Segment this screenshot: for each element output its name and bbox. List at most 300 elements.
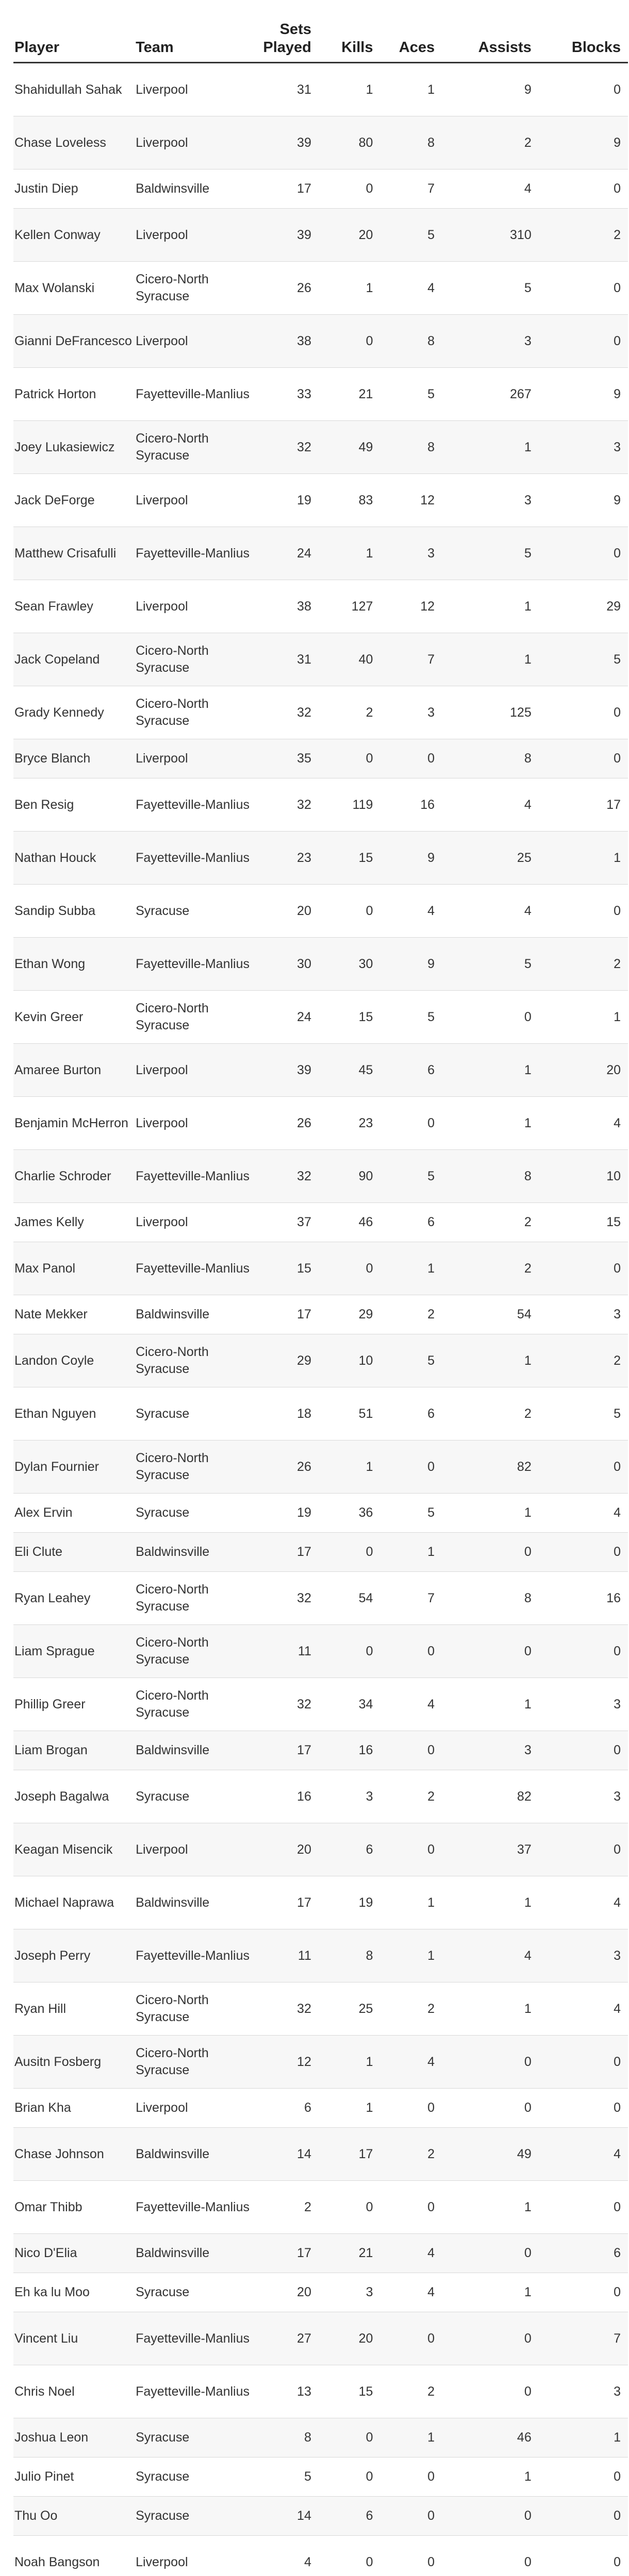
sets-played-cell: 17 <box>257 1731 319 1770</box>
team-cell: Syracuse <box>135 2497 257 2536</box>
assists-cell: 1 <box>442 580 539 633</box>
aces-cell: 2 <box>380 1770 442 1823</box>
kills-cell: 20 <box>319 2312 380 2365</box>
blocks-cell: 0 <box>539 63 628 116</box>
sets-played-cell: 12 <box>257 2036 319 2089</box>
assists-cell: 0 <box>442 991 539 1044</box>
table-body <box>13 63 628 2576</box>
blocks-cell: 2 <box>539 209 628 262</box>
blocks-cell: 15 <box>539 1203 628 1242</box>
table-row <box>13 1097 628 1150</box>
column-header-aces[interactable]: Aces <box>380 21 442 63</box>
team-cell: Cicero-North Syracuse <box>135 1625 257 1678</box>
kills-cell: 34 <box>319 1678 380 1731</box>
sets-played-cell: 2 <box>257 2181 319 2234</box>
assists-cell: 3 <box>442 474 539 527</box>
player-name-cell: Landon Coyle <box>13 1334 135 1387</box>
assists-cell: 0 <box>442 2365 539 2418</box>
team-cell: Syracuse <box>135 2273 257 2312</box>
team-cell: Fayetteville-Manlius <box>135 1929 257 1982</box>
kills-cell: 1 <box>319 1440 380 1494</box>
aces-cell: 2 <box>380 2365 442 2418</box>
blocks-cell: 0 <box>539 2497 628 2536</box>
sets-played-cell: 16 <box>257 1770 319 1823</box>
team-cell: Cicero-North Syracuse <box>135 1982 257 2036</box>
sets-played-cell: 39 <box>257 116 319 170</box>
aces-cell: 0 <box>380 1625 442 1678</box>
sets-played-cell: 37 <box>257 1203 319 1242</box>
sets-played-cell: 24 <box>257 991 319 1044</box>
aces-cell: 0 <box>380 2181 442 2234</box>
assists-cell: 0 <box>442 2036 539 2089</box>
table-row <box>13 368 628 421</box>
table-row <box>13 1625 628 1678</box>
blocks-cell: 0 <box>539 1823 628 1876</box>
player-name-cell: Ben Resig <box>13 778 135 832</box>
table-row <box>13 1678 628 1731</box>
player-name-cell: Max Panol <box>13 1242 135 1295</box>
player-name-cell: Kevin Greer <box>13 991 135 1044</box>
blocks-cell: 0 <box>539 1242 628 1295</box>
sets-played-cell: 32 <box>257 1678 319 1731</box>
table-row <box>13 474 628 527</box>
sets-played-cell: 24 <box>257 527 319 580</box>
player-name-cell: Nate Mekker <box>13 1295 135 1334</box>
sets-played-cell: 20 <box>257 885 319 938</box>
sets-played-cell: 17 <box>257 170 319 209</box>
sets-played-cell: 5 <box>257 2458 319 2497</box>
player-name-cell: Ethan Nguyen <box>13 1387 135 1440</box>
sets-played-cell: 18 <box>257 1387 319 1440</box>
aces-cell: 12 <box>380 580 442 633</box>
kills-cell: 23 <box>319 1097 380 1150</box>
assists-cell: 0 <box>442 2536 539 2576</box>
table-row <box>13 262 628 315</box>
assists-cell: 1 <box>442 1097 539 1150</box>
kills-cell: 17 <box>319 2128 380 2181</box>
aces-cell: 0 <box>380 1731 442 1770</box>
kills-cell: 1 <box>319 63 380 116</box>
table-row <box>13 1929 628 1982</box>
table-row <box>13 1982 628 2036</box>
kills-cell: 25 <box>319 1982 380 2036</box>
blocks-cell: 6 <box>539 2234 628 2273</box>
player-name-cell: Eh ka lu Moo <box>13 2273 135 2312</box>
table-row <box>13 778 628 832</box>
team-cell: Cicero-North Syracuse <box>135 991 257 1044</box>
assists-cell: 0 <box>442 2312 539 2365</box>
assists-cell: 8 <box>442 739 539 778</box>
aces-cell: 9 <box>380 832 442 885</box>
assists-cell: 5 <box>442 938 539 991</box>
blocks-cell: 5 <box>539 1387 628 1440</box>
blocks-cell: 0 <box>539 170 628 209</box>
column-header-team[interactable]: Team <box>135 21 257 63</box>
table-row <box>13 2181 628 2234</box>
table-row <box>13 315 628 368</box>
assists-cell: 0 <box>442 2089 539 2128</box>
table-row <box>13 1150 628 1203</box>
kills-cell: 119 <box>319 778 380 832</box>
aces-cell: 5 <box>380 209 442 262</box>
sets-played-cell: 11 <box>257 1929 319 1982</box>
team-cell: Fayetteville-Manlius <box>135 1242 257 1295</box>
assists-cell: 4 <box>442 885 539 938</box>
player-name-cell: Eli Clute <box>13 1533 135 1572</box>
aces-cell: 5 <box>380 991 442 1044</box>
assists-cell: 1 <box>442 1044 539 1097</box>
column-header-blocks[interactable]: Blocks <box>539 21 628 63</box>
blocks-cell: 1 <box>539 832 628 885</box>
table-row <box>13 633 628 686</box>
sets-played-cell: 14 <box>257 2128 319 2181</box>
player-name-cell: Max Wolanski <box>13 262 135 315</box>
player-name-cell: Ausitn Fosberg <box>13 2036 135 2089</box>
team-cell: Liverpool <box>135 2089 257 2128</box>
player-name-cell: Phillip Greer <box>13 1678 135 1731</box>
aces-cell: 5 <box>380 368 442 421</box>
player-name-cell: Jack Copeland <box>13 633 135 686</box>
blocks-cell: 0 <box>539 2036 628 2089</box>
aces-cell: 0 <box>380 2089 442 2128</box>
aces-cell: 2 <box>380 2128 442 2181</box>
assists-cell: 1 <box>442 1982 539 2036</box>
sets-played-cell: 32 <box>257 1150 319 1203</box>
team-cell: Syracuse <box>135 1494 257 1533</box>
sets-played-cell: 14 <box>257 2497 319 2536</box>
kills-cell: 21 <box>319 368 380 421</box>
kills-cell: 0 <box>319 1533 380 1572</box>
player-name-cell: Gianni DeFrancesco <box>13 315 135 368</box>
sets-played-cell: 4 <box>257 2536 319 2576</box>
aces-cell: 0 <box>380 2458 442 2497</box>
team-cell: Baldwinsville <box>135 1295 257 1334</box>
blocks-cell: 0 <box>539 686 628 739</box>
table-row <box>13 1494 628 1533</box>
sets-played-cell: 31 <box>257 63 319 116</box>
blocks-cell: 3 <box>539 1770 628 1823</box>
blocks-cell: 2 <box>539 1334 628 1387</box>
kills-cell: 0 <box>319 170 380 209</box>
aces-cell: 8 <box>380 315 442 368</box>
assists-cell: 3 <box>442 315 539 368</box>
aces-cell: 9 <box>380 938 442 991</box>
player-name-cell: Keagan Misencik <box>13 1823 135 1876</box>
team-cell: Liverpool <box>135 580 257 633</box>
assists-cell: 267 <box>442 368 539 421</box>
team-cell: Fayetteville-Manlius <box>135 2365 257 2418</box>
aces-cell: 4 <box>380 2273 442 2312</box>
blocks-cell: 17 <box>539 778 628 832</box>
assists-cell: 49 <box>442 2128 539 2181</box>
team-cell: Fayetteville-Manlius <box>135 2312 257 2365</box>
blocks-cell: 3 <box>539 421 628 474</box>
assists-cell: 46 <box>442 2418 539 2458</box>
table-row <box>13 2273 628 2312</box>
kills-cell: 0 <box>319 2536 380 2576</box>
kills-cell: 0 <box>319 1242 380 1295</box>
assists-cell: 2 <box>442 1203 539 1242</box>
sets-played-cell: 6 <box>257 2089 319 2128</box>
table-row <box>13 1440 628 1494</box>
assists-cell: 1 <box>442 1494 539 1533</box>
team-cell: Fayetteville-Manlius <box>135 1150 257 1203</box>
blocks-cell: 0 <box>539 885 628 938</box>
team-cell: Cicero-North Syracuse <box>135 1334 257 1387</box>
kills-cell: 0 <box>319 1625 380 1678</box>
sets-played-cell: 39 <box>257 1044 319 1097</box>
blocks-cell: 3 <box>539 1295 628 1334</box>
team-cell: Syracuse <box>135 1770 257 1823</box>
sets-played-cell: 26 <box>257 1097 319 1150</box>
player-name-cell: James Kelly <box>13 1203 135 1242</box>
player-name-cell: Joseph Perry <box>13 1929 135 1982</box>
sets-played-cell: 19 <box>257 1494 319 1533</box>
team-cell: Fayetteville-Manlius <box>135 527 257 580</box>
aces-cell: 7 <box>380 170 442 209</box>
kills-cell: 36 <box>319 1494 380 1533</box>
team-cell: Baldwinsville <box>135 1731 257 1770</box>
blocks-cell: 4 <box>539 1494 628 1533</box>
table-row <box>13 1823 628 1876</box>
aces-cell: 5 <box>380 1334 442 1387</box>
player-name-cell: Charlie Schroder <box>13 1150 135 1203</box>
column-header-kills[interactable]: Kills <box>319 21 380 63</box>
kills-cell: 20 <box>319 209 380 262</box>
sets-played-cell: 17 <box>257 1295 319 1334</box>
blocks-cell: 16 <box>539 1572 628 1625</box>
team-cell: Fayetteville-Manlius <box>135 938 257 991</box>
player-name-cell: Amaree Burton <box>13 1044 135 1097</box>
table-row <box>13 63 628 116</box>
team-cell: Syracuse <box>135 885 257 938</box>
table-row <box>13 1334 628 1387</box>
blocks-cell: 3 <box>539 2365 628 2418</box>
player-name-cell: Liam Brogan <box>13 1731 135 1770</box>
column-header-player[interactable]: Player <box>13 21 135 63</box>
team-cell: Baldwinsville <box>135 2234 257 2273</box>
team-cell: Cicero-North Syracuse <box>135 686 257 739</box>
header-row <box>13 21 628 63</box>
table-row <box>13 1295 628 1334</box>
column-header-assists[interactable]: Assists <box>442 21 539 63</box>
aces-cell: 1 <box>380 2418 442 2458</box>
kills-cell: 0 <box>319 2418 380 2458</box>
table-row <box>13 1203 628 1242</box>
team-cell: Liverpool <box>135 1097 257 1150</box>
table-row <box>13 2497 628 2536</box>
assists-cell: 4 <box>442 1929 539 1982</box>
table-row <box>13 1533 628 1572</box>
team-cell: Cicero-North Syracuse <box>135 1678 257 1731</box>
team-cell: Syracuse <box>135 2458 257 2497</box>
assists-cell: 1 <box>442 421 539 474</box>
player-name-cell: Justin Diep <box>13 170 135 209</box>
aces-cell: 0 <box>380 2536 442 2576</box>
team-cell: Fayetteville-Manlius <box>135 832 257 885</box>
table-row <box>13 2234 628 2273</box>
sets-played-cell: 23 <box>257 832 319 885</box>
kills-cell: 0 <box>319 739 380 778</box>
aces-cell: 4 <box>380 1678 442 1731</box>
player-name-cell: Joey Lukasiewicz <box>13 421 135 474</box>
sets-played-cell: 26 <box>257 1440 319 1494</box>
assists-cell: 1 <box>442 633 539 686</box>
aces-cell: 0 <box>380 739 442 778</box>
player-name-cell: Ryan Hill <box>13 1982 135 2036</box>
assists-cell: 1 <box>442 1334 539 1387</box>
team-cell: Liverpool <box>135 1044 257 1097</box>
table-row <box>13 1876 628 1929</box>
kills-cell: 54 <box>319 1572 380 1625</box>
kills-cell: 3 <box>319 1770 380 1823</box>
sets-played-cell: 30 <box>257 938 319 991</box>
blocks-cell: 9 <box>539 474 628 527</box>
blocks-cell: 7 <box>539 2312 628 2365</box>
blocks-cell: 5 <box>539 633 628 686</box>
assists-cell: 1 <box>442 2458 539 2497</box>
sets-played-cell: 29 <box>257 1334 319 1387</box>
player-name-cell: Noah Bangson <box>13 2536 135 2576</box>
kills-cell: 46 <box>319 1203 380 1242</box>
player-name-cell: Jack DeForge <box>13 474 135 527</box>
aces-cell: 8 <box>380 116 442 170</box>
assists-cell: 54 <box>442 1295 539 1334</box>
aces-cell: 6 <box>380 1203 442 1242</box>
kills-cell: 2 <box>319 686 380 739</box>
player-name-cell: Shahidullah Sahak <box>13 63 135 116</box>
team-cell: Liverpool <box>135 209 257 262</box>
assists-cell: 8 <box>442 1572 539 1625</box>
player-name-cell: Nico D'Elia <box>13 2234 135 2273</box>
aces-cell: 7 <box>380 633 442 686</box>
assists-cell: 8 <box>442 1150 539 1203</box>
player-name-cell: Omar Thibb <box>13 2181 135 2234</box>
kills-cell: 3 <box>319 2273 380 2312</box>
player-stats-table <box>13 21 628 2576</box>
blocks-cell: 0 <box>539 262 628 315</box>
sets-played-cell: 17 <box>257 1876 319 1929</box>
team-cell: Fayetteville-Manlius <box>135 368 257 421</box>
blocks-cell: 0 <box>539 1731 628 1770</box>
kills-cell: 1 <box>319 527 380 580</box>
sets-played-cell: 20 <box>257 2273 319 2312</box>
blocks-cell: 9 <box>539 116 628 170</box>
kills-cell: 19 <box>319 1876 380 1929</box>
team-cell: Liverpool <box>135 63 257 116</box>
sets-played-cell: 8 <box>257 2418 319 2458</box>
player-name-cell: Sean Frawley <box>13 580 135 633</box>
team-cell: Liverpool <box>135 2536 257 2576</box>
team-cell: Liverpool <box>135 315 257 368</box>
player-name-cell: Joshua Leon <box>13 2418 135 2458</box>
aces-cell: 5 <box>380 1150 442 1203</box>
aces-cell: 16 <box>380 778 442 832</box>
aces-cell: 0 <box>380 1823 442 1876</box>
blocks-cell: 0 <box>539 1625 628 1678</box>
table-row <box>13 2089 628 2128</box>
table-row <box>13 2128 628 2181</box>
blocks-cell: 0 <box>539 527 628 580</box>
blocks-cell: 2 <box>539 938 628 991</box>
player-name-cell: Chase Johnson <box>13 2128 135 2181</box>
table-row <box>13 421 628 474</box>
blocks-cell: 3 <box>539 1678 628 1731</box>
aces-cell: 3 <box>380 527 442 580</box>
aces-cell: 0 <box>380 2497 442 2536</box>
team-cell: Cicero-North Syracuse <box>135 262 257 315</box>
table-row <box>13 209 628 262</box>
team-cell: Cicero-North Syracuse <box>135 1572 257 1625</box>
aces-cell: 5 <box>380 1494 442 1533</box>
aces-cell: 1 <box>380 1876 442 1929</box>
aces-cell: 8 <box>380 421 442 474</box>
kills-cell: 45 <box>319 1044 380 1097</box>
aces-cell: 2 <box>380 1982 442 2036</box>
blocks-cell: 0 <box>539 2089 628 2128</box>
assists-cell: 25 <box>442 832 539 885</box>
team-cell: Baldwinsville <box>135 2128 257 2181</box>
table-row <box>13 2536 628 2576</box>
assists-cell: 0 <box>442 2497 539 2536</box>
player-name-cell: Dylan Fournier <box>13 1440 135 1494</box>
kills-cell: 29 <box>319 1295 380 1334</box>
aces-cell: 1 <box>380 1533 442 1572</box>
aces-cell: 4 <box>380 262 442 315</box>
blocks-cell: 1 <box>539 2418 628 2458</box>
assists-cell: 82 <box>442 1440 539 1494</box>
assists-cell: 4 <box>442 778 539 832</box>
assists-cell: 1 <box>442 2181 539 2234</box>
table-row <box>13 1387 628 1440</box>
sets-played-cell: 11 <box>257 1625 319 1678</box>
kills-cell: 0 <box>319 315 380 368</box>
team-cell: Syracuse <box>135 1387 257 1440</box>
team-cell: Baldwinsville <box>135 1533 257 1572</box>
blocks-cell: 4 <box>539 2128 628 2181</box>
player-name-cell: Bryce Blanch <box>13 739 135 778</box>
aces-cell: 4 <box>380 2036 442 2089</box>
table-row <box>13 938 628 991</box>
aces-cell: 0 <box>380 2312 442 2365</box>
assists-cell: 1 <box>442 2273 539 2312</box>
blocks-cell: 4 <box>539 1097 628 1150</box>
kills-cell: 8 <box>319 1929 380 1982</box>
kills-cell: 1 <box>319 262 380 315</box>
sets-played-cell: 39 <box>257 209 319 262</box>
aces-cell: 0 <box>380 1440 442 1494</box>
team-cell: Fayetteville-Manlius <box>135 2181 257 2234</box>
sets-played-cell: 17 <box>257 2234 319 2273</box>
sets-played-cell: 19 <box>257 474 319 527</box>
team-cell: Baldwinsville <box>135 1876 257 1929</box>
table-row <box>13 832 628 885</box>
kills-cell: 6 <box>319 1823 380 1876</box>
aces-cell: 1 <box>380 1929 442 1982</box>
column-header-sets-played[interactable]: Sets Played <box>257 21 319 63</box>
table-row <box>13 991 628 1044</box>
sets-played-cell: 32 <box>257 1572 319 1625</box>
sets-played-cell: 26 <box>257 262 319 315</box>
assists-cell: 37 <box>442 1823 539 1876</box>
table-row <box>13 1572 628 1625</box>
team-cell: Liverpool <box>135 474 257 527</box>
assists-cell: 125 <box>442 686 539 739</box>
kills-cell: 83 <box>319 474 380 527</box>
player-name-cell: Benjamin McHerron <box>13 1097 135 1150</box>
team-cell: Baldwinsville <box>135 170 257 209</box>
table-row <box>13 2418 628 2458</box>
